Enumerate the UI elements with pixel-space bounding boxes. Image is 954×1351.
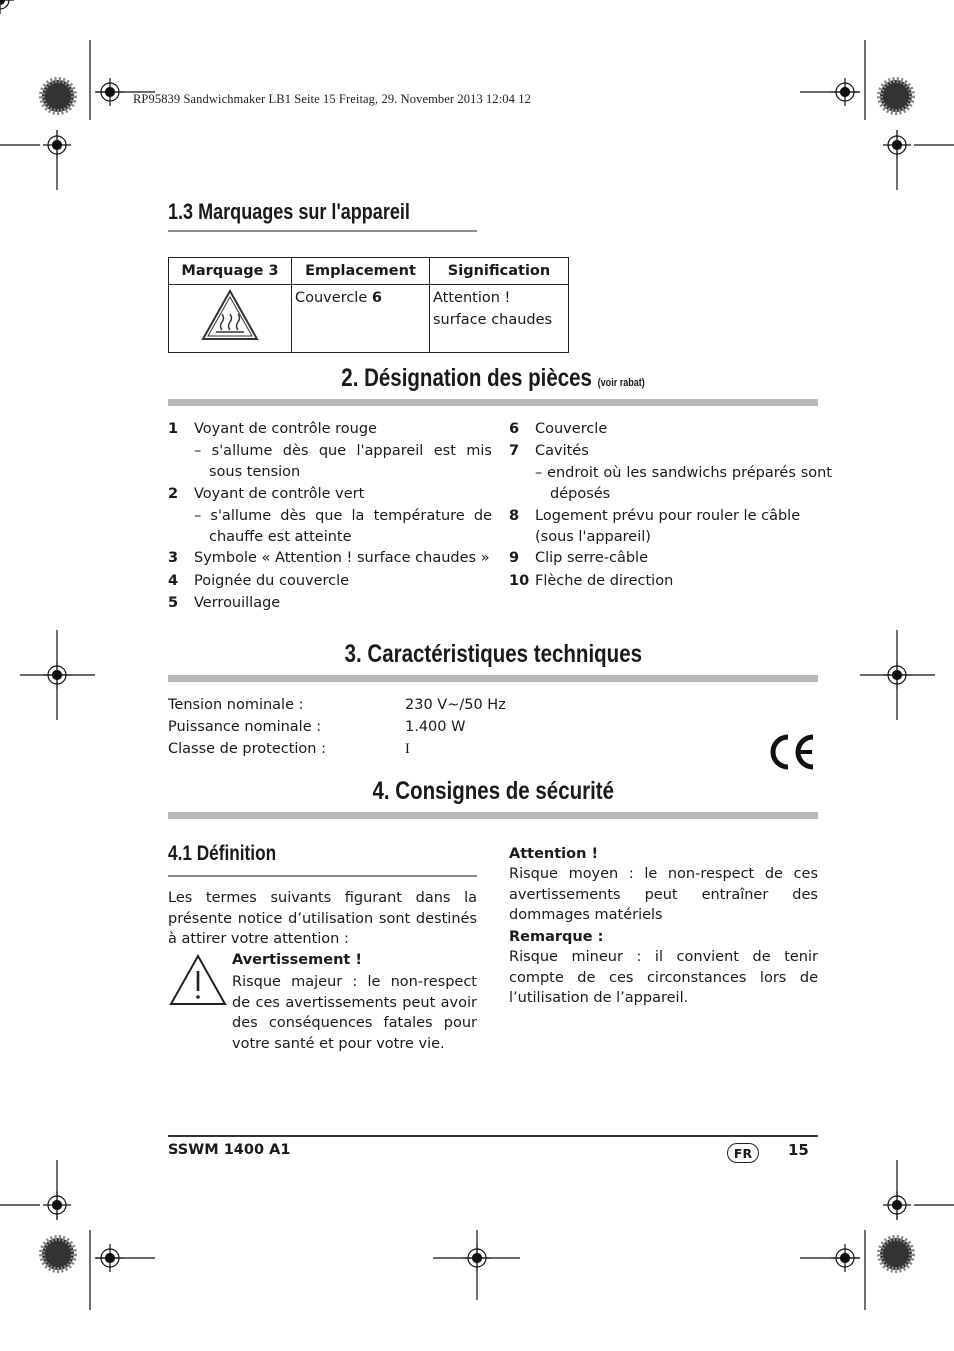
- section-4-1-heading: 4.1 Définition: [168, 842, 277, 865]
- list-item: 1 Voyant de contrôle rouge: [168, 421, 377, 437]
- section-2-heading: [168, 364, 818, 393]
- section-2-title: 2. Désignation des pièces: [341, 364, 592, 392]
- marking-table: [168, 257, 569, 353]
- exclamation-warning-icon: [168, 953, 228, 1007]
- hot-surface-warning-icon: [200, 288, 260, 342]
- language-badge: FR: [727, 1143, 759, 1163]
- note-text: Risque mineur : il convient de tenir compte de ces circonstances lors de l’utilisation de l’appareil.: [509, 949, 818, 1006]
- spec-label: Tension nominale :: [168, 697, 304, 713]
- list-item: 6 Couvercle: [509, 421, 608, 437]
- warning-text: Risque majeur : le non-respect de ces avertissements peut avoir des conséquences fatales pour votre santé et pour votre vie.: [232, 974, 477, 1052]
- list-item: 10 Flèche de direction: [509, 573, 674, 589]
- spec-value: I: [405, 741, 410, 757]
- page-number: 15: [788, 1141, 809, 1159]
- section-4-heading: 4. Consignes de sécurité: [372, 777, 614, 805]
- list-item: 7 Cavités: [509, 443, 589, 459]
- caution-heading: Attention !: [509, 846, 599, 862]
- list-item: 5 Verrouillage: [168, 595, 281, 611]
- caution-text: Risque moyen : le non-respect de ces avertissements peut entraîner des dommages matériels: [509, 866, 818, 923]
- list-item: 2 Voyant de contrôle vert: [168, 486, 365, 502]
- col-marquage: Marquage 3: [169, 258, 292, 285]
- list-item: 8 Logement prévu pour rouler le câble (sous l'appareil): [509, 508, 801, 545]
- col-emplacement: Emplacement: [292, 258, 430, 285]
- note-heading: Remarque :: [509, 929, 604, 945]
- col-signification: Signification: [430, 258, 569, 285]
- list-item: 3 Symbole « Attention ! surface chaudes »: [168, 550, 490, 566]
- section-1-3-rule: [168, 230, 477, 232]
- spec-value: 1.400 W: [405, 719, 466, 735]
- spec-value: 230 V~/50 Hz: [405, 697, 506, 713]
- section-3-heading: 3. Caractéristiques techniques: [344, 640, 642, 668]
- spec-label: Classe de protection :: [168, 741, 326, 757]
- section-4-rule: [168, 812, 818, 819]
- ce-mark-icon: [768, 733, 818, 771]
- meaning-cell: Attention ! surface chaudes: [430, 285, 569, 353]
- section-1-3-heading: 1.3 Marquages sur l'appareil: [168, 199, 410, 224]
- definition-intro: Les termes suivants figurant dans la présente notice d’utilisation sont destinés à attirer votre attention :: [168, 890, 477, 947]
- section-2-note: (voir rabat): [597, 377, 645, 389]
- hot-surface-cell: [169, 285, 292, 353]
- list-item: 9 Clip serre-câble: [509, 550, 648, 566]
- table-row: [169, 285, 569, 353]
- location-cell: Couvercle 6: [292, 285, 430, 353]
- section-2-rule: [168, 399, 818, 406]
- list-item: 4 Poignée du couvercle: [168, 573, 350, 589]
- section-4-1-rule: [168, 875, 477, 877]
- marking-table-header: [169, 258, 569, 285]
- spec-label: Puissance nominale :: [168, 719, 322, 735]
- model-number: SSWM 1400 A1: [168, 1142, 291, 1158]
- section-3-rule: [168, 675, 818, 682]
- warning-heading: Avertissement !: [232, 952, 362, 968]
- footer-rule: [168, 1135, 818, 1137]
- list-item-sub: – s'allume dès que la température de chauffe est atteinte: [194, 508, 492, 545]
- print-slug: RP95839 Sandwichmaker LB1 Seite 15 Freitag, 29. November 2013 12:04 12: [133, 92, 531, 106]
- list-item-sub: – s'allume dès que l'appareil est mis sous tension: [194, 443, 492, 480]
- list-item-sub: – endroit où les sandwichs préparés sont déposés: [535, 465, 832, 502]
